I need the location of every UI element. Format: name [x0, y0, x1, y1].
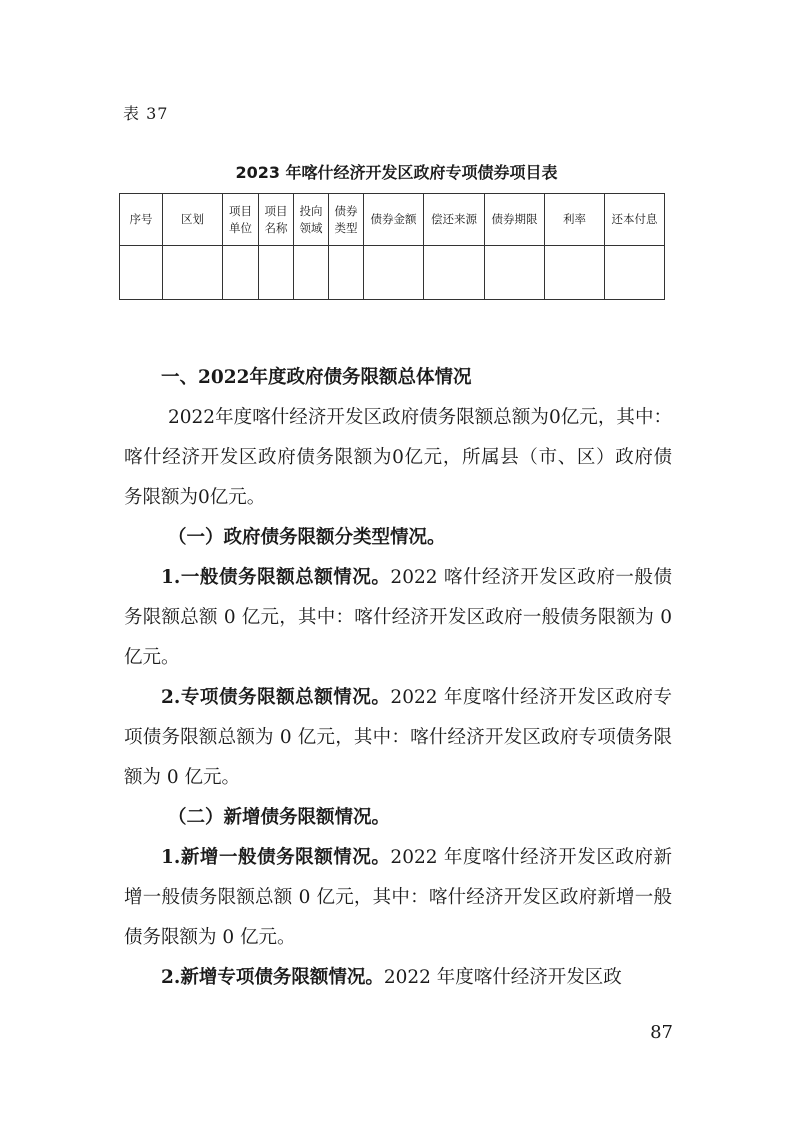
header-cell: 项目 名称 — [259, 194, 294, 246]
paragraph-special-debt-limit — [124, 678, 672, 798]
paragraph-lead: 1.新增一般债务限额情况。 — [161, 847, 391, 868]
header-cell: 债券期限 — [485, 194, 545, 246]
section-intro-paragraph: 2022年度喀什经济开发区政府债务限额总额为0亿元，其中：喀什经济开发区政府债务限额为0亿元，所属县（市、区）政府债务限额为0亿元。 — [124, 407, 672, 508]
header-cell: 区划 — [163, 194, 223, 246]
subsection-heading: （一）政府债务限额分类型情况。 — [168, 527, 446, 548]
paragraph-general-debt-limit — [124, 558, 672, 678]
paragraph-body: 2022 年度喀什经济开发区政 — [383, 967, 622, 988]
paragraph-body: 2022 年度喀什经济开发区政府专项债务限额总额为 0 亿元，其中：喀什经济开发区政府专项债务限额为 0 亿元。 — [124, 687, 672, 788]
paragraph-body: 2022 年度喀什经济开发区政府新增一般债务限额总额 0 亿元，其中：喀什经济开发区政府新增一般债务限额为 0 亿元。 — [124, 847, 672, 948]
header-cell: 债券 类型 — [329, 194, 364, 246]
table-header-row — [120, 194, 665, 246]
table-label: 表 37 — [123, 104, 169, 123]
header-cell: 利率 — [545, 194, 605, 246]
paragraph-lead: 2.新增专项债务限额情况。 — [161, 967, 384, 988]
header-cell: 投向 领域 — [294, 194, 329, 246]
table-row — [120, 246, 665, 300]
subsection-heading: （二）新增债务限额情况。 — [168, 807, 391, 828]
header-cell: 偿还来源 — [424, 194, 485, 246]
header-cell: 项目 单位 — [223, 194, 259, 246]
header-cell: 债券金额 — [364, 194, 424, 246]
paragraph-new-general-debt-limit — [124, 838, 672, 958]
table-title: 2023 年喀什经济开发区政府专项债券项目表 — [235, 163, 558, 182]
section-heading: 一、2022年度政府债务限额总体情况 — [161, 367, 472, 388]
header-cell: 序号 — [120, 194, 163, 246]
paragraph-lead: 2.专项债务限额总额情况。 — [161, 687, 391, 708]
paragraph-new-special-debt-limit — [124, 958, 672, 998]
header-cell: 还本付息 — [605, 194, 665, 246]
bond-project-table — [119, 193, 665, 300]
paragraph-lead: 1.一般债务限额总额情况。 — [161, 567, 391, 588]
page-number: 87 — [650, 1022, 673, 1043]
paragraph-body: 2022 喀什经济开发区政府一般债务限额总额 0 亿元，其中：喀什经济开发区政府一般债务限额为 0 亿元。 — [124, 567, 672, 668]
